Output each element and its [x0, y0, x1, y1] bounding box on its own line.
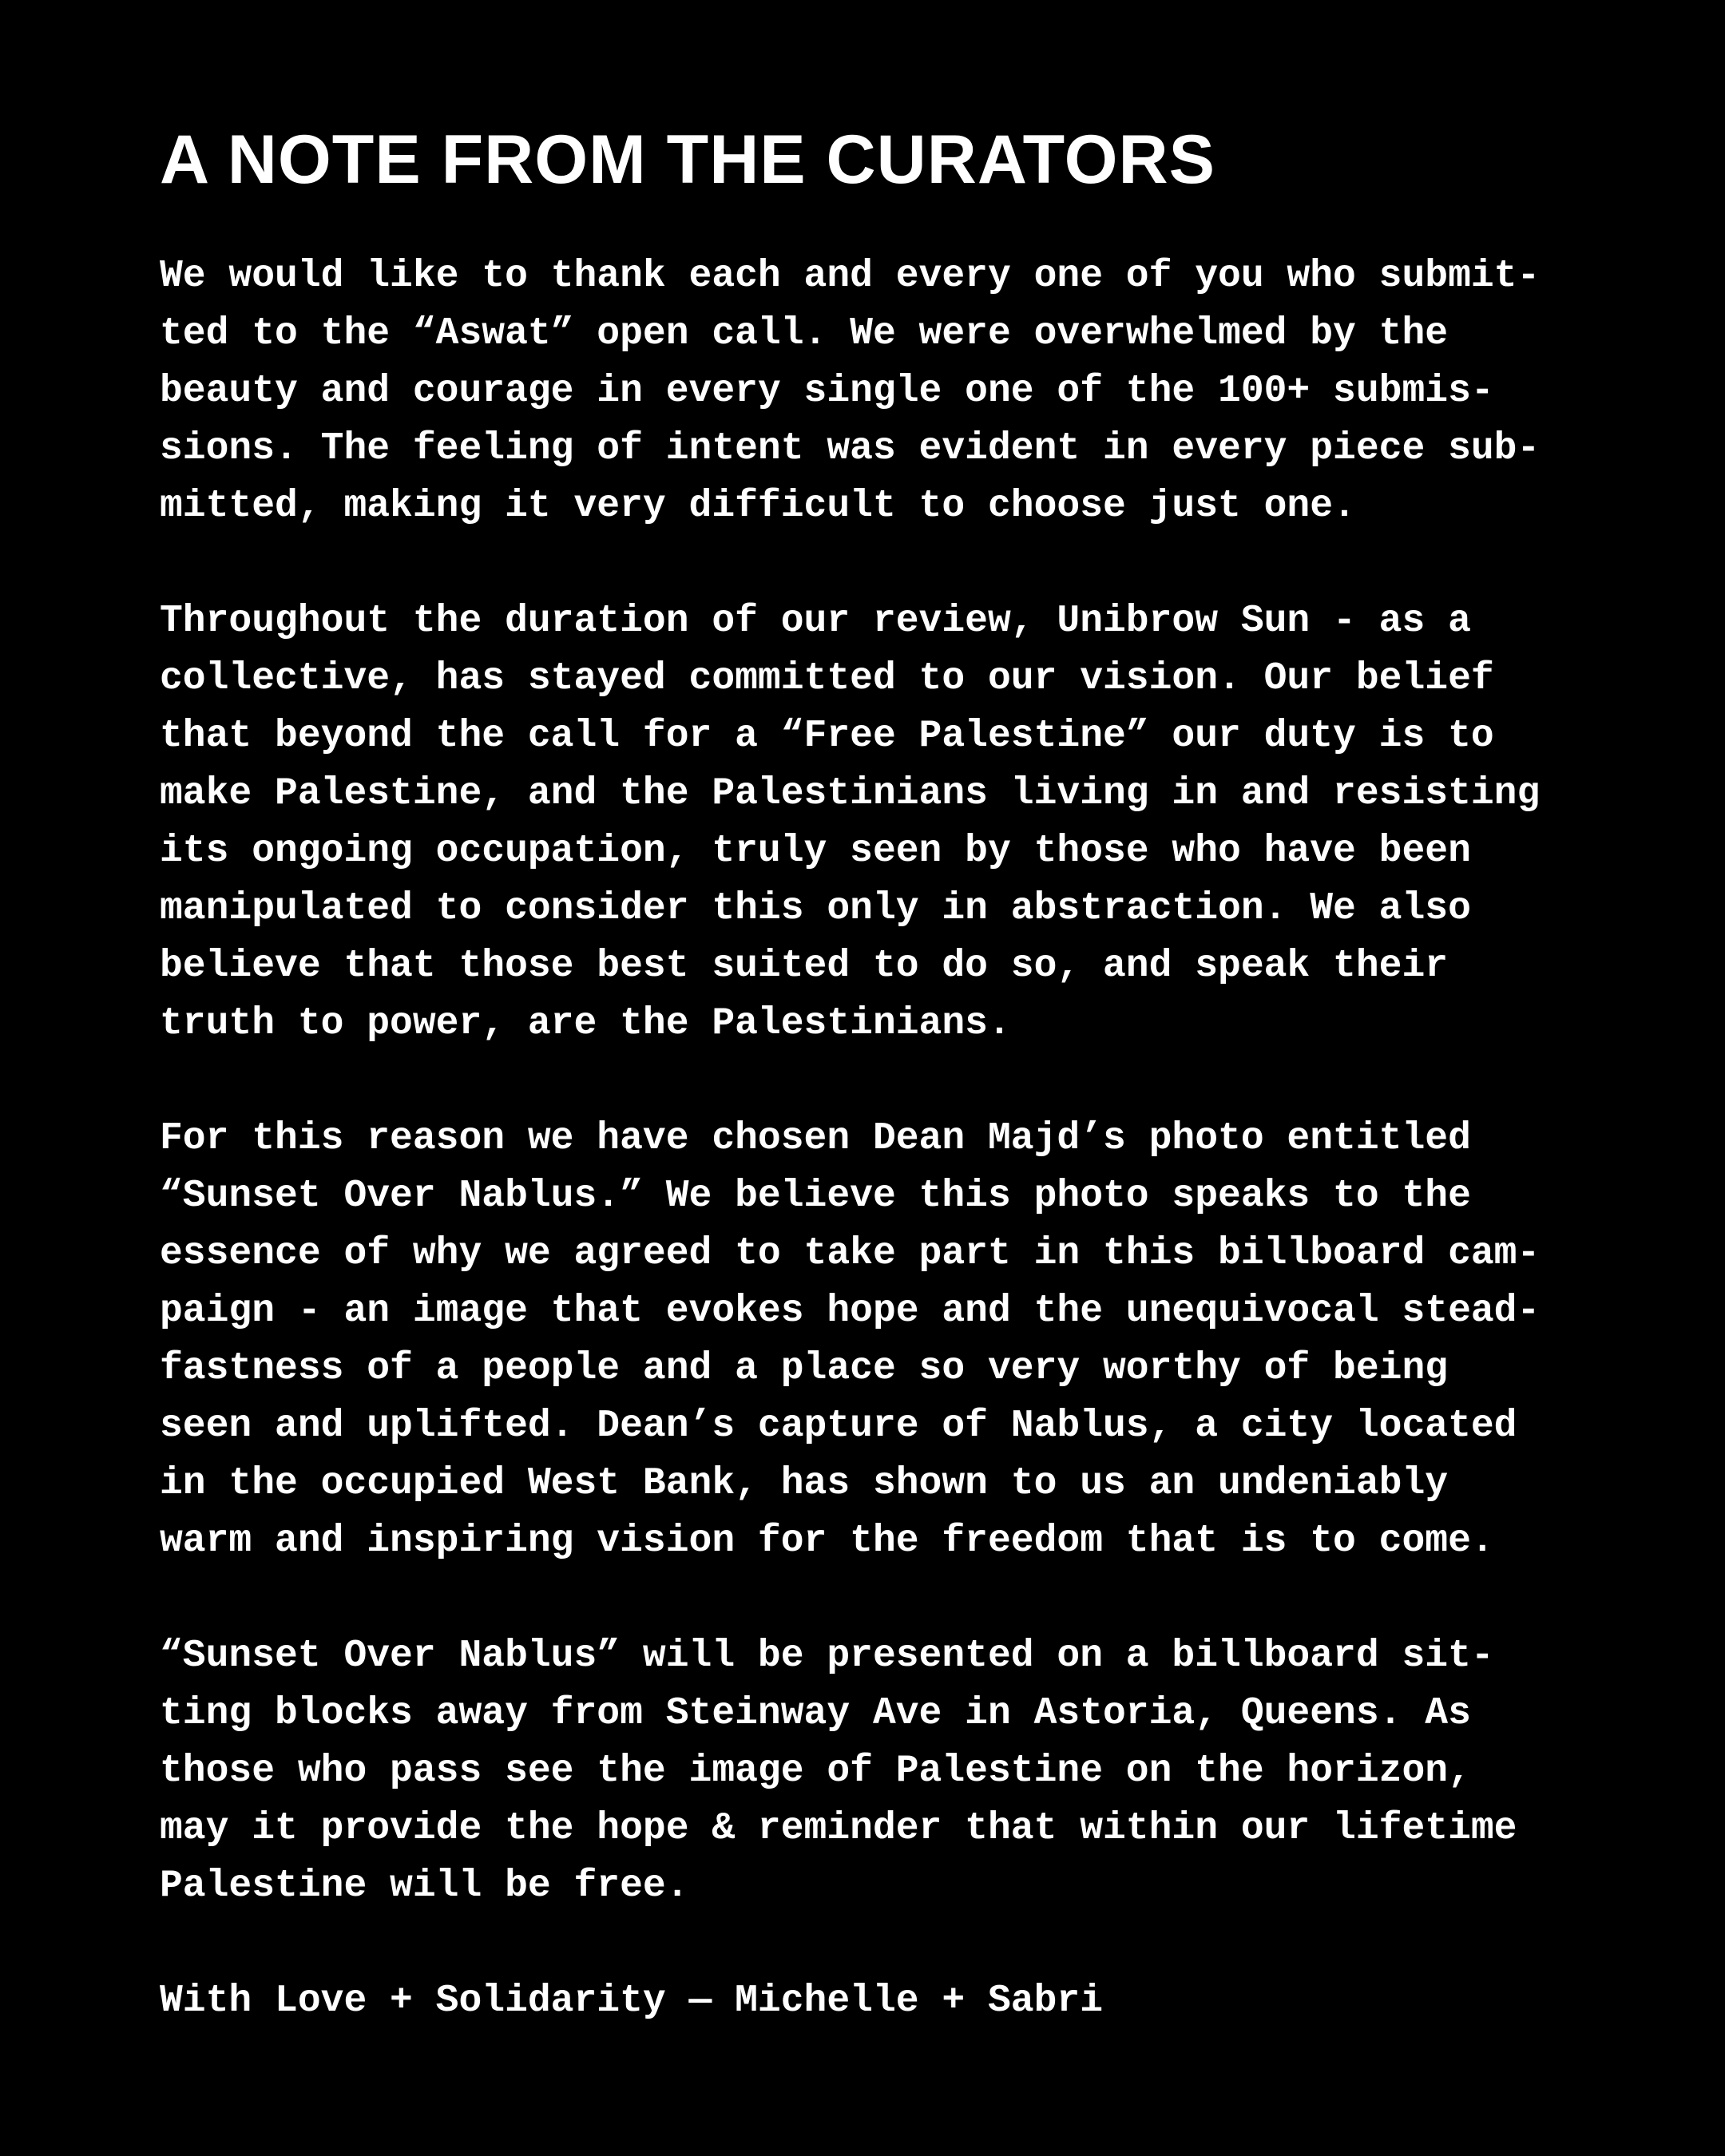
text-line: Throughout the duration of our review, Unibrow Sun - as a [160, 600, 1471, 643]
text-line: “Sunset Over Nablus” will be presented on a billboard sit- [160, 1635, 1494, 1678]
text-line: beauty and courage in every single one of the 100+ submis- [160, 370, 1494, 413]
paragraph-selection [160, 1110, 1597, 1570]
text-line: collective, has stayed committed to our vision. Our belief [160, 657, 1494, 700]
text-line: seen and uplifted. Dean’s capture of Nablus, a city located [160, 1405, 1517, 1448]
text-line: its ongoing occupation, truly seen by those who have been [160, 830, 1471, 873]
text-line: make Palestine, and the Palestinians living in and resisting [160, 772, 1541, 815]
signoff-line: With Love + Solidarity — Michelle + Sabri [160, 1980, 1103, 2023]
text-line: ting blocks away from Steinway Ave in Astoria, Queens. As [160, 1692, 1471, 1735]
text-line: essence of why we agreed to take part in this billboard cam- [160, 1232, 1541, 1275]
text-line: mitted, making it very difficult to choose just one. [160, 485, 1356, 528]
text-line: “Sunset Over Nablus.” We believe this photo speaks to the [160, 1175, 1471, 1218]
paragraph-billboard [160, 1627, 1597, 1915]
text-line: fastness of a people and a place so very worthy of being [160, 1347, 1449, 1390]
text-line: believe that those best suited to do so, and speak their [160, 945, 1449, 988]
text-line: Palestine will be free. [160, 1865, 689, 1908]
text-line: may it provide the hope & reminder that within our lifetime [160, 1807, 1517, 1850]
note-body [160, 248, 1597, 2087]
text-line: For this reason we have chosen Dean Majd’s photo entitled [160, 1117, 1471, 1160]
text-line: sions. The feeling of intent was evident in every piece sub- [160, 427, 1541, 470]
text-line: those who pass see the image of Palestine on the horizon, [160, 1750, 1471, 1793]
paragraph-thanks [160, 248, 1597, 535]
text-line: warm and inspiring vision for the freedom that is to come. [160, 1520, 1494, 1563]
page-title: A NOTE FROM THE CURATORS [160, 121, 1215, 198]
text-line: that beyond the call for a “Free Palestine” our duty is to [160, 715, 1494, 758]
text-line: ted to the “Aswat” open call. We were overwhelmed by the [160, 312, 1449, 355]
text-line: paign - an image that evokes hope and the unequivocal stead- [160, 1290, 1541, 1333]
text-line: manipulated to consider this only in abstraction. We also [160, 887, 1471, 930]
paragraph-vision [160, 593, 1597, 1052]
signoff [160, 1972, 1597, 2030]
text-line: truth to power, are the Palestinians. [160, 1002, 1011, 1045]
text-line: in the occupied West Bank, has shown to us an undeniably [160, 1462, 1449, 1505]
text-line: We would like to thank each and every one of you who submit- [160, 255, 1541, 298]
